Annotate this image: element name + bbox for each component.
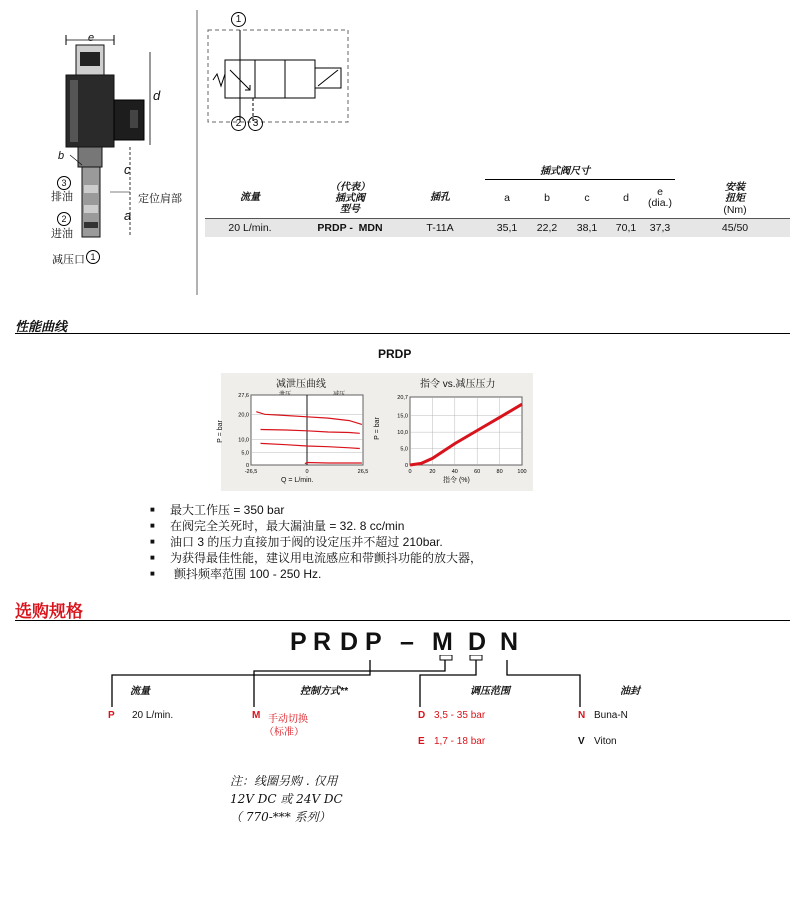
port2-label: 进油 [51, 228, 73, 240]
td-b: 22,2 [536, 222, 558, 234]
code-char: M [432, 628, 454, 656]
td-torque: 45/50 [721, 222, 749, 234]
dim-b-label: b [58, 150, 65, 162]
valve-outline [0, 0, 200, 300]
spec-table [205, 160, 795, 240]
ordering-rule [15, 620, 790, 621]
code-char: P [290, 628, 308, 656]
schematic-port-3: 3 [248, 116, 263, 131]
group-flow-title: 流量 [130, 686, 150, 697]
performance-title: 性能曲线 [15, 319, 68, 334]
y-tick-label: 10,0 [397, 430, 408, 437]
ordering-connectors [0, 655, 800, 735]
code-dash: – [400, 628, 415, 656]
group-range-title: 调压范围 [470, 686, 510, 697]
code-char: R [313, 628, 333, 656]
port3-number: 3 [57, 176, 71, 190]
th-b: b [544, 192, 550, 204]
y-tick-label: 20,7 [397, 395, 408, 401]
port1-number: 1 [86, 250, 100, 264]
code-char: P [365, 628, 383, 656]
control-value-1: 手动切换 [268, 714, 308, 725]
x-tick-label: 0 [408, 469, 412, 475]
x-tick-label: 80 [496, 469, 503, 475]
th-a: a [504, 192, 510, 204]
x-tick-label: 60 [474, 469, 481, 475]
td-e: 37,3 [649, 222, 671, 234]
chart-title: PRDP [378, 347, 412, 361]
seat-label: 定位肩部 [138, 193, 182, 205]
feature-item: ■ 为获得最佳性能，建议用电流感应和带颤抖功能的放大器， [150, 550, 710, 566]
valve-drawing [0, 0, 200, 300]
th-e-2: (dia.) [648, 197, 672, 209]
port3-label: 排油 [51, 191, 73, 203]
x-tick-label: 20 [429, 469, 436, 475]
th-torque-2: 扭矩 [725, 193, 745, 204]
td-cavity: T-11A [426, 222, 454, 234]
code-char: D [340, 628, 360, 656]
feature-item: ■ 最大工作压 = 350 bar [150, 502, 710, 518]
chart2 [373, 373, 533, 491]
chart1-plot [221, 373, 376, 491]
flow-key: P [108, 710, 115, 721]
feature-list [150, 502, 710, 582]
y-tick-label: 27,6 [238, 393, 249, 399]
ordering-title: 选购规格 [15, 602, 83, 621]
td-model: PRDP - MDN [317, 222, 383, 234]
th-torque-1: 安装 [725, 182, 745, 193]
y-tick-label: 0 [404, 463, 408, 469]
chart1 [216, 373, 376, 491]
th-d: d [623, 192, 629, 204]
y-tick-label: 5,0 [400, 446, 408, 453]
seal-value-1: Buna-N [594, 710, 628, 721]
chart2-plot [378, 373, 533, 491]
chart1-title: 减泄压曲线 [276, 379, 326, 390]
td-d: 70,1 [615, 222, 637, 234]
flow-value: 20 L/min. [132, 710, 174, 721]
th-model-1: （代表） [330, 182, 370, 193]
feature-item-continued: ■ 颤抖频率范围 100 - 250 Hz. [150, 566, 710, 582]
range-value-1: 3,5 - 35 bar [434, 710, 486, 721]
performance-rule [15, 333, 790, 334]
code-char: N [500, 628, 520, 656]
group-seal-title: 油封 [620, 686, 640, 697]
coil-note [230, 772, 343, 826]
feature-item: ■ 油口 3 的压力直接加于阀的设定压并不超过 210bar. [150, 534, 710, 550]
note-line-2: 12V DC 或 24V DC [230, 792, 343, 806]
th-torque-3: (Nm) [723, 204, 747, 216]
group-header: 插式阀尺寸 [540, 166, 590, 177]
seal-key-2: V [578, 736, 585, 747]
dim-e-label: e [88, 32, 95, 44]
th-model-2: 插式阀 [335, 193, 365, 204]
dim-c-label: c [124, 162, 131, 177]
code-char: D [468, 628, 488, 656]
feature-item: ■ 在阀完全关死时，最大漏油量 = 32. 8 cc/min [150, 518, 710, 534]
x-tick-label: 26,5 [357, 469, 369, 475]
port2-number: 2 [57, 212, 71, 226]
y-tick-label: 0 [245, 463, 249, 469]
dim-a-label: a [124, 208, 132, 223]
y-tick-label: 15,0 [397, 413, 408, 420]
schematic-port-2: 2 [231, 116, 246, 131]
control-key: M [252, 710, 261, 721]
note-line-1: 注：线圈另购 . 仅用 [230, 774, 338, 788]
range-key-2: E [418, 736, 425, 747]
schematic-port-1: 1 [231, 12, 246, 27]
range-key-1: D [418, 710, 426, 721]
th-e-1: e [657, 186, 663, 198]
range-value-2: 1,7 - 18 bar [434, 736, 486, 747]
td-c: 38,1 [576, 222, 598, 234]
x-tick-label: 40 [451, 469, 458, 475]
control-value-2: （标准） [264, 727, 304, 738]
x-tick-label: -26,5 [244, 469, 258, 475]
chart2-ylabel: P = bar [373, 417, 381, 440]
x-tick-label: 100 [517, 469, 527, 475]
port1-label: 减压口 [52, 254, 85, 266]
y-tick-label: 5,0 [241, 450, 249, 457]
th-model-3: 型号 [340, 204, 360, 215]
dim-d-label: d [153, 88, 161, 103]
th-c: c [584, 192, 590, 204]
td-a: 35,1 [496, 222, 518, 234]
plot-area [410, 397, 522, 465]
schematic-symbol [205, 10, 355, 135]
group-header-rule [485, 179, 675, 180]
x-tick-label: 0 [305, 469, 309, 475]
seal-key-1: N [578, 710, 586, 721]
th-cavity: 插孔 [430, 192, 450, 203]
chart1-ylabel: P = bar [216, 420, 224, 443]
y-tick-label: 20,0 [238, 412, 249, 419]
chart2-title: 指令 vs.减压压力 [420, 379, 496, 390]
chart1-xlabel: Q = L/min. [281, 477, 314, 484]
th-flow: 流量 [240, 192, 260, 203]
y-tick-label: 10,0 [238, 437, 249, 444]
hydraulic-schematic [205, 10, 355, 135]
seal-value-2: Viton [594, 736, 617, 747]
note-line-3: （ 770-*** 系列） [230, 810, 331, 824]
td-flow: 20 L/min. [228, 222, 272, 234]
chart2-xlabel: 指令 (%) [443, 477, 470, 484]
group-control-title: 控制方式** [300, 686, 348, 697]
